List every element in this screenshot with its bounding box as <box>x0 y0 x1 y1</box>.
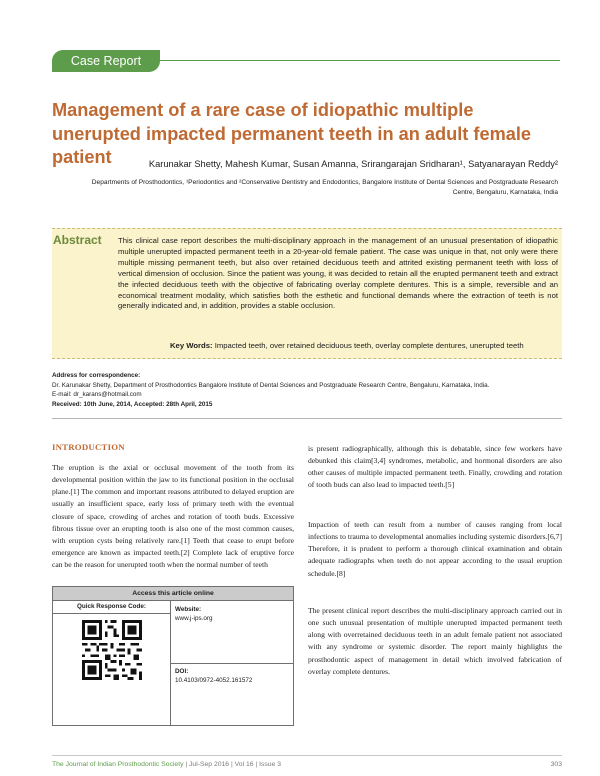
access-divider <box>171 663 293 664</box>
keywords-label: Key Words: <box>170 341 213 350</box>
issue-info: | Jul-Sep 2016 | Vol 16 | Issue 3 <box>185 761 281 768</box>
qr-code-icon[interactable] <box>82 620 142 680</box>
correspondence-email: E-mail: dr_karans@hotmail.com <box>52 391 142 398</box>
page-number: 303 <box>550 761 562 768</box>
header-rule <box>160 60 560 61</box>
intro-col1-paragraph: The eruption is the axial or occlusal movement of the tooth from its developmental position within the jaw to its functional position in the occlusal plane.[1] The common and important reasons attributed to delayed eruption are usually an insufficient space, early loss of primary teeth with the eventual closure of space, crowding of arches and rotation of tooth buds. Excessive fibrous tissue over an erupting tooth is also one of the most common causes, with eruption cysts being relatively rare.[1] Teeth that cease to erupt before emergence are known as impacted teeth.[2] Complete lack of eruptive force can be the reason for unerupted tooth when the normal number of teeth <box>52 463 294 570</box>
introduction-heading: INTRODUCTION <box>52 442 125 452</box>
doi-value[interactable]: 10.4103/0972-4052.161572 <box>175 677 253 684</box>
abstract-text: This clinical case report describes the multi-disciplinary approach in the management of an unusual presentation of idiopathic multiple unerupted impacted permanent teeth in a 20-year-old female patient. The case was unique in that, not only were there multiple missing permanent teeth, but also over retained deciduous teeth and attrited existing permanent teeth with loss of vertical dimension of occlusion. Since the patient was young, it was decided to retain all the erupted permanent teeth and extract the infected deciduous teeth with the objective of fabricating overlay complete dentures. This is a simple, reversible and an economical treatment modality, which satisfies both the esthetic and functional demands where the extraction of teeth is not generally indicated and, in addition, provides a stable occlusion. <box>118 236 558 311</box>
correspondence-address: Dr. Karunakar Shetty, Department of Prosthodontics Bangalore Institute of Dental Sciences and Postgraduate Research Centre, Bengaluru, Karnataka, India. <box>52 381 490 389</box>
qr-column <box>53 601 171 725</box>
received-label: Received: <box>52 400 82 408</box>
section-divider <box>52 418 562 419</box>
keywords-text: Impacted teeth, over retained deciduous teeth, overlay complete dentures, unerupted teeth <box>214 341 524 350</box>
author-list: Karunakar Shetty, Mahesh Kumar, Susan Amanna, Srirangarajan Sridharan¹, Satyanarayan Reddy² <box>148 159 558 169</box>
footer-rule <box>52 755 562 756</box>
keywords <box>170 341 524 350</box>
abstract-label: Abstract <box>53 233 102 247</box>
article-type-tag: Case Report <box>52 50 160 72</box>
article-title: Management of a rare case of idiopathic multiple unerupted impacted permanent teeth in an adult female patient <box>52 100 532 167</box>
correspondence-label: Address for correspondence: <box>52 372 141 379</box>
correspondence <box>52 371 562 409</box>
intro-col2-paragraph-3: The present clinical report describes the multi-disciplinary approach carried out in one such unusual presentation of multiple unerupted impacted permanent teeth along with overretained deciduous teeth in an adult female patient not associated with any syndrome or systemic disorder. The report mainly highlights the prosthodontic aspect of management in detail which involved fabrication of overlay complete dentures. <box>308 606 562 676</box>
doi-label: DOI: <box>175 668 189 675</box>
doi-cell <box>175 667 252 685</box>
affiliation: Departments of Prosthodontics, ¹Periodontics and ²Conservative Dentistry and Endodontics, Bangalore Institute of Dental Sciences and Postgraduate Research Centre, Bengaluru, Karnataka, India <box>91 179 558 196</box>
received-date: 10th June, 2014, <box>83 400 133 408</box>
intro-col2-paragraph-1: is present radiographically, although this is debatable, since few workers have debunked this claim[3,4] syndromes, metabolic, and hormonal disorders are also other causes of multiple impacted permanent teeth. Finally, crowding and rotation of tooth buds can also lead to impacted teeth.[5] <box>308 444 562 490</box>
accepted-label: Accepted: <box>133 400 165 408</box>
received-accepted <box>52 400 562 410</box>
website-cell <box>175 605 212 623</box>
qr-label: Quick Response Code: <box>53 601 170 614</box>
accepted-date: 28th April, 2015 <box>166 400 213 408</box>
journal-name: The Journal of Indian Prosthodontic Society <box>52 761 184 768</box>
page-footer <box>52 761 562 768</box>
website-link[interactable]: www.j-ips.org <box>175 615 213 622</box>
website-label: Website: <box>175 606 202 613</box>
access-online-box <box>52 586 294 726</box>
intro-col2-paragraph-2: Impaction of teeth can result from a number of causes ranging from local infections to trauma to developmental anomalies including systemic disorders.[6,7] Therefore, it is prudent to perform a thorough clinical examination and obtain adequate radiographs when teeth do not appear according to the usual eruption schedule.[8] <box>308 520 562 578</box>
access-header: Access this article online <box>53 587 293 601</box>
